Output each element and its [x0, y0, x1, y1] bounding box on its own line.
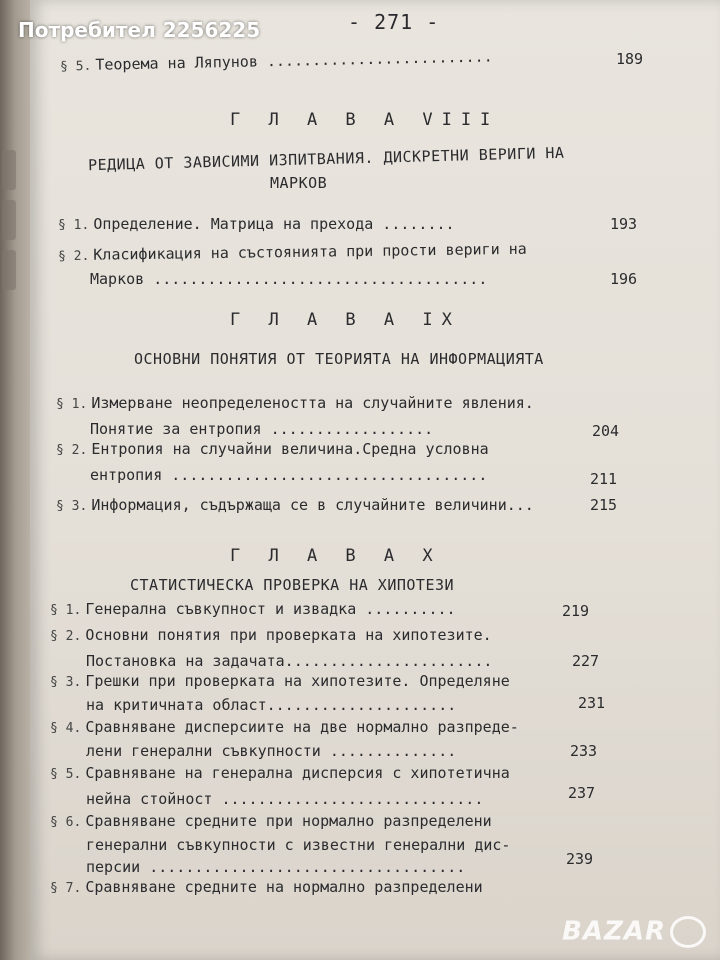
page-ref: 239: [566, 850, 594, 868]
toc-entry-continuation: лени генерални съвкупности ..............: [86, 742, 457, 760]
logo-text: BAZAR: [562, 916, 666, 947]
entry-text: Информация, съдържаща се в случайните величини...: [91, 496, 534, 514]
logo-bubble-icon: [670, 916, 706, 948]
page-ref: 237: [568, 784, 596, 802]
page-ref: 215: [590, 496, 618, 514]
page-ref: 204: [592, 422, 620, 440]
section-marker: § 3.: [56, 499, 88, 514]
section-marker: § 1.: [56, 397, 88, 412]
toc-entry-continuation: генерални съвкупности с известни генерални дис-: [86, 836, 511, 854]
toc-entry: [60, 47, 493, 74]
toc-entry-continuation: на критичната област.....................: [86, 696, 457, 714]
section-marker: § 4.: [50, 721, 82, 736]
section-marker: § 6.: [50, 815, 82, 830]
section-marker: § 5.: [59, 58, 92, 75]
page-ref: 219: [562, 602, 590, 620]
toc-entry-continuation: нейна стойност .............................: [86, 790, 484, 808]
page-ref: 233: [570, 742, 598, 760]
toc-entry: [58, 240, 527, 265]
section-marker: § 1.: [50, 603, 82, 618]
page-ref: 211: [590, 470, 618, 488]
section-marker: § 2.: [50, 629, 82, 644]
toc-entry: [50, 764, 510, 782]
chapter-title: СТАТИСТИЧЕСКА ПРОВЕРКА НА ХИПОТЕЗИ: [130, 576, 455, 594]
entry-text: Определение. Матрица на прехода ........: [93, 215, 455, 233]
entry-text: Основни понятия при проверката на хипотезите.: [85, 626, 492, 644]
page-ref: 231: [578, 694, 606, 712]
entry-text: Сравняване на генерална дисперсия с хипотетична: [85, 764, 510, 782]
section-marker: § 5.: [50, 767, 82, 782]
toc-entry-continuation: Постановка на задачата.......................: [86, 652, 493, 670]
toc-entry: [50, 718, 519, 736]
toc-entry: [50, 600, 456, 618]
toc-entry-continuation: ентропия ...................................: [90, 466, 488, 484]
entry-text: Теорема на Ляпунов .........................: [95, 47, 493, 74]
page-number: - 271 -: [348, 10, 440, 34]
page-ref: 193: [610, 215, 638, 233]
toc-entry-continuation: Понятие за ентропия ..................: [90, 420, 434, 438]
edge-mark: [2, 250, 16, 290]
edge-mark: [2, 150, 16, 190]
toc-entry: [50, 812, 492, 830]
toc-entry-continuation: Марков .....................................: [90, 270, 488, 288]
toc-entry: [50, 626, 492, 644]
book-page: [30, 0, 720, 960]
toc-entry: [56, 496, 534, 514]
section-marker: § 2.: [56, 443, 88, 458]
toc-entry: [50, 878, 483, 896]
page-ref: 189: [616, 50, 644, 68]
section-marker: § 3.: [50, 675, 82, 690]
section-marker: § 2.: [57, 248, 90, 265]
entry-text: Ентропия на случайни величина.Средна условна: [91, 440, 489, 458]
user-watermark: Потребител 2256225: [18, 18, 261, 42]
page-ref: 196: [610, 270, 638, 288]
chapter-heading: Г Л А В А X: [230, 546, 442, 566]
entry-text: Сравняване средните при нормално разпределени: [85, 812, 492, 830]
toc-entry: [58, 215, 455, 233]
toc-entry: [56, 394, 534, 412]
entry-text: Класификация на състоянията при прости вериги на: [93, 239, 527, 264]
chapter-title: ОСНОВНИ ПОНЯТИЯ ОТ ТЕОРИЯТА НА ИНФОРМАЦИЯТА: [134, 350, 544, 368]
chapter-title: МАРКОВ: [270, 174, 328, 192]
entry-text: Грешки при проверката на хипотезите. Определяне: [85, 672, 510, 690]
chapter-heading: Г Л А В А VIII: [230, 110, 500, 130]
entry-text: Сравняване средните на нормално разпределени: [85, 878, 483, 896]
edge-mark: [2, 200, 16, 240]
section-marker: § 7.: [50, 881, 82, 896]
entry-text: Сравняване дисперсиите на две нормално разпреде-: [85, 718, 519, 736]
bazar-logo: [562, 916, 706, 948]
section-marker: § 1.: [58, 218, 90, 233]
page-ref: 227: [572, 652, 600, 670]
entry-text: Измерване неопределеността на случайните явления.: [91, 394, 534, 412]
chapter-heading: Г Л А В А IX: [230, 310, 461, 330]
left-page-edge: [0, 0, 34, 960]
chapter-title: РЕДИЦА ОТ ЗАВИСИМИ ИЗПИТВАНИЯ. ДИСКРЕТНИ ВЕРИГИ НА: [87, 143, 565, 175]
entry-text: Генерална съвкупност и извадка ..........: [85, 600, 456, 618]
toc-entry: [50, 672, 510, 690]
toc-entry: [56, 440, 489, 458]
toc-entry-continuation: персии ...................................: [86, 858, 466, 876]
